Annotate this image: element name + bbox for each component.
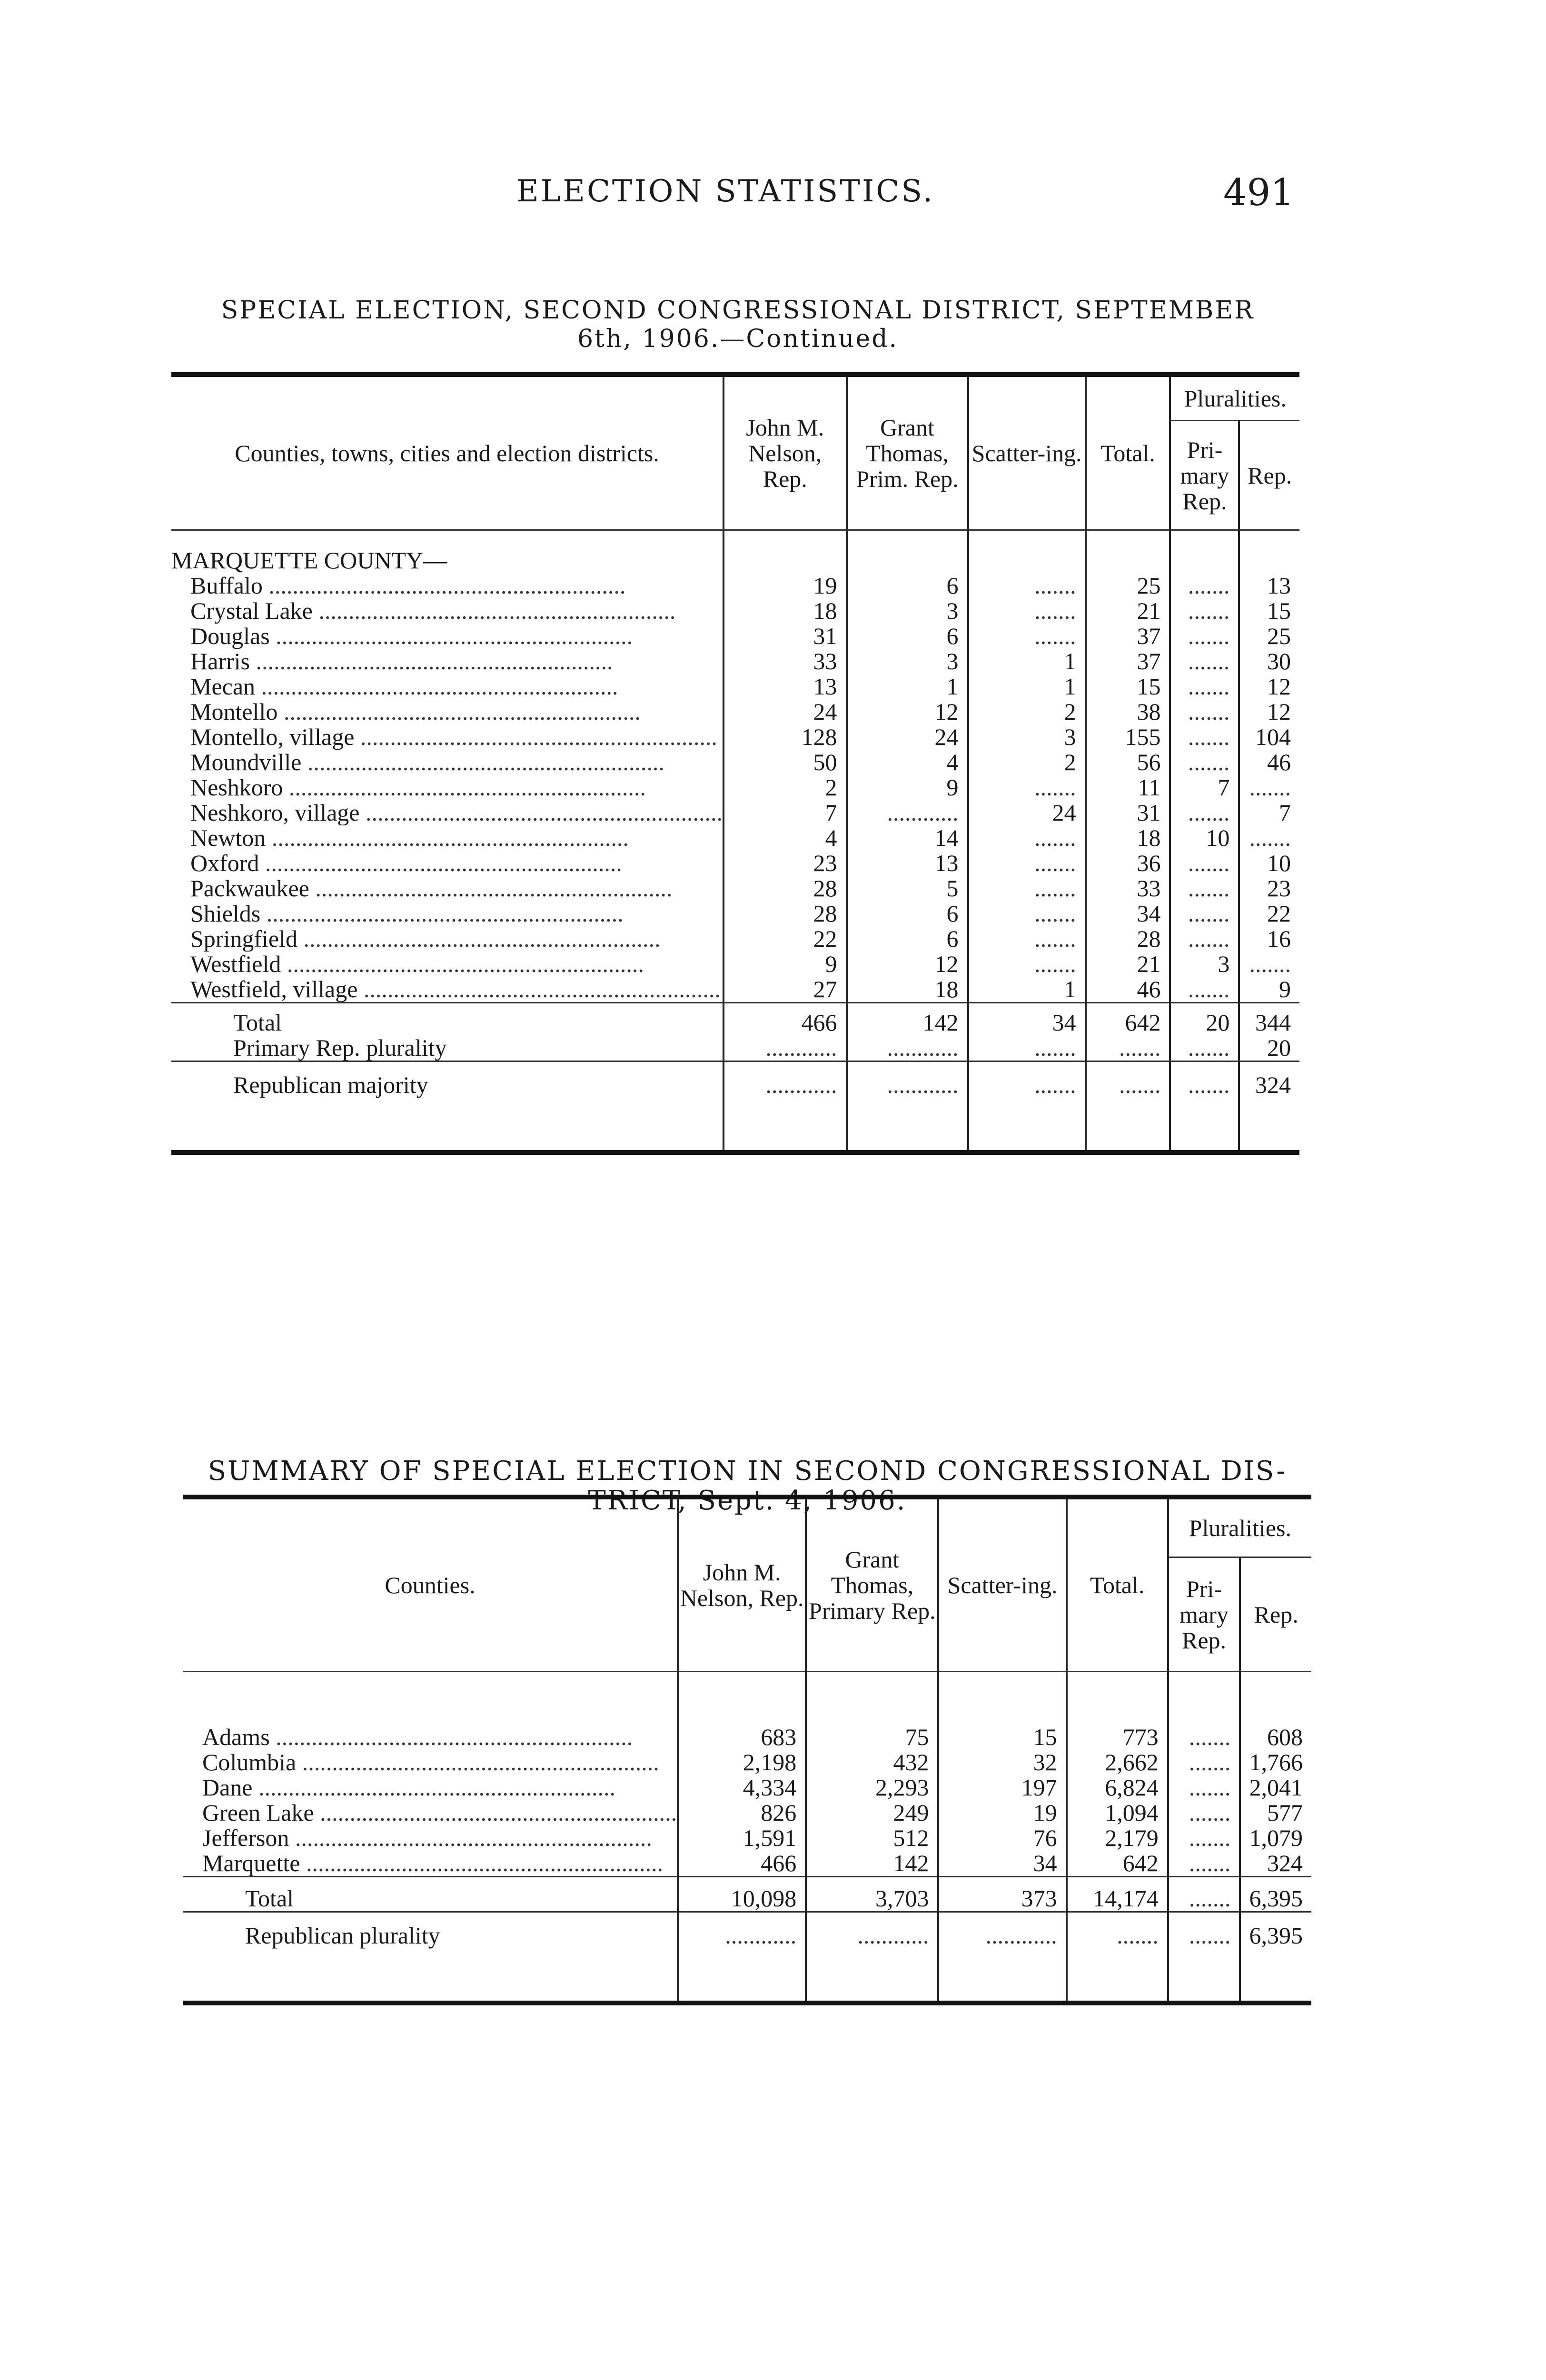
row-label: Jefferson ............................................................	[202, 1825, 652, 1851]
col-header-counties: Counties.	[183, 1497, 678, 1672]
total-votes: 11	[1086, 775, 1170, 800]
row-label: Mecan ............................................................	[190, 674, 618, 699]
nelson-votes: 28	[723, 876, 847, 901]
col-header-total: Total.	[1086, 375, 1170, 530]
col-header-thomas: Grant Thomas, Prim. Rep.	[847, 375, 968, 530]
row-label: Green Lake ............................................................	[202, 1800, 677, 1825]
table-row	[183, 1672, 1311, 1750]
table1-title-line1: SPECIAL ELECTION, SECOND CONGRESSIONAL DISTRICT, SEPTEMBER	[221, 296, 1255, 325]
scattering-votes: 2	[968, 699, 1086, 724]
rep-plurality: 10	[1239, 851, 1299, 876]
rep-plurality: 1,079	[1240, 1825, 1311, 1851]
running-head: ELECTION STATISTICS.	[516, 174, 935, 209]
rep-plurality: 608	[1240, 1672, 1311, 1750]
row-name: Crystal Lake	[190, 598, 313, 624]
nelson-votes: 4	[723, 825, 847, 851]
row-label: Springfield ............................................................	[190, 926, 661, 952]
scattering-votes: .......	[968, 825, 1086, 851]
primary-plurality: .......	[1170, 649, 1239, 674]
thomas-value: 142	[847, 1003, 968, 1036]
table-row	[183, 1775, 1311, 1800]
row-name: Packwaukee	[190, 876, 309, 901]
primary-plurality: .......	[1170, 876, 1239, 901]
total-votes: 21	[1086, 952, 1170, 977]
row-name: Neshkoro	[190, 775, 283, 800]
rep-plurality: 2,041	[1240, 1775, 1311, 1800]
table-row	[171, 573, 1299, 598]
thomas-votes: 6	[847, 573, 968, 598]
primary-plurality: .......	[1170, 851, 1239, 876]
scattering-votes: 1	[968, 674, 1086, 699]
table-row	[171, 952, 1299, 977]
row-label: Adams ............................................................	[202, 1724, 633, 1750]
thomas-votes: 18	[847, 977, 968, 1003]
thomas-votes: 6	[847, 926, 968, 952]
nelson-votes: 50	[723, 750, 847, 775]
table-row	[171, 851, 1299, 876]
nelson-value: 466	[723, 1003, 847, 1036]
primary-plurality: .......	[1168, 1825, 1240, 1851]
primary-plurality: .......	[1170, 724, 1239, 750]
nelson-votes: 1,591	[678, 1825, 806, 1851]
row-label: Neshkoro, village ............................................................	[190, 800, 723, 825]
nelson-votes: 13	[723, 674, 847, 699]
thomas-value: ............	[847, 1035, 968, 1061]
rep-value: 20	[1239, 1035, 1299, 1061]
rep-plurality: 12	[1239, 674, 1299, 699]
nelson-value: ............	[678, 1912, 806, 2003]
total-votes: 155	[1086, 724, 1170, 750]
row-name: Oxford	[190, 851, 259, 876]
thomas-votes: 2,293	[806, 1775, 938, 1800]
primary-value: 20	[1170, 1003, 1239, 1036]
row-name: Buffalo	[190, 573, 263, 598]
row-label: Westfield ............................................................	[190, 952, 644, 977]
total-value: 642	[1086, 1003, 1170, 1036]
primary-value: .......	[1168, 1912, 1240, 2003]
row-label: Crystal Lake ............................................................	[190, 598, 676, 624]
col-header-counties: Counties, towns, cities and election districts.	[171, 375, 723, 530]
rep-plurality: 324	[1240, 1851, 1311, 1877]
table-row	[183, 1851, 1311, 1877]
row-name: Westfield	[190, 952, 281, 977]
primary-value: .......	[1170, 1035, 1239, 1061]
table2-title-line2: TRICT, Sept. 4, 1906.	[588, 1485, 907, 1516]
total-votes: 37	[1086, 649, 1170, 674]
thomas-votes: 142	[806, 1851, 938, 1877]
table-row	[171, 724, 1299, 750]
thomas-votes: 9	[847, 775, 968, 800]
row-name: Springfield	[190, 926, 297, 952]
nelson-votes: 9	[723, 952, 847, 977]
row-name: Adams	[202, 1724, 270, 1750]
col-header-pluralities: Pluralities.	[1170, 375, 1299, 421]
rep-value: 6,395	[1240, 1877, 1311, 1912]
scattering-value: ............	[938, 1912, 1066, 2003]
rep-plurality: 577	[1240, 1800, 1311, 1825]
nelson-votes: 33	[723, 649, 847, 674]
scattering-votes: 1	[968, 977, 1086, 1003]
table-row	[171, 699, 1299, 724]
table-row	[171, 800, 1299, 825]
table-row	[171, 977, 1299, 1003]
row-label: Total	[171, 1003, 723, 1036]
thomas-votes: 5	[847, 876, 968, 901]
thomas-votes: 75	[806, 1672, 938, 1750]
rep-plurality: 1,766	[1240, 1750, 1311, 1775]
total-votes: 773	[1067, 1672, 1168, 1750]
primary-plurality: .......	[1170, 926, 1239, 952]
total-votes: 18	[1086, 825, 1170, 851]
scattering-value: 373	[938, 1877, 1066, 1912]
total-votes: 56	[1086, 750, 1170, 775]
col-header-thomas: Grant Thomas, Primary Rep.	[806, 1497, 938, 1672]
rep-plurality: 25	[1239, 624, 1299, 649]
row-label: Dane ............................................................	[202, 1775, 615, 1800]
primary-plurality: 3	[1170, 952, 1239, 977]
scattering-votes: .......	[968, 926, 1086, 952]
thomas-votes: 14	[847, 825, 968, 851]
row-name: Moundville	[190, 750, 302, 775]
row-name: Dane	[202, 1775, 253, 1800]
row-name: Neshkoro, village	[190, 800, 360, 825]
nelson-votes: 31	[723, 624, 847, 649]
nelson-votes: 27	[723, 977, 847, 1003]
thomas-votes: 1	[847, 674, 968, 699]
row-label: Newton ............................................................	[190, 825, 629, 851]
col-header-primary-rep: Pri-mary Rep.	[1170, 421, 1239, 530]
table2-title-line1: SUMMARY OF SPECIAL ELECTION IN SECOND CONGRESSIONAL DIS-	[208, 1456, 1287, 1487]
scattering-votes: .......	[968, 775, 1086, 800]
thomas-votes: 24	[847, 724, 968, 750]
row-name: Mecan	[190, 674, 256, 699]
table1-title-line2: 6th, 1906.—Continued.	[577, 325, 899, 353]
thomas-votes: 12	[847, 699, 968, 724]
scattering-votes: 197	[938, 1775, 1066, 1800]
scattering-votes: .......	[968, 901, 1086, 926]
thomas-votes: 12	[847, 952, 968, 977]
total-votes: 38	[1086, 699, 1170, 724]
rep-value: 6,395	[1240, 1912, 1311, 2003]
thomas-votes: 249	[806, 1800, 938, 1825]
scattering-votes: 24	[968, 800, 1086, 825]
primary-plurality: .......	[1168, 1750, 1240, 1775]
scattering-votes: 19	[938, 1800, 1066, 1825]
row-name: Montello, village	[190, 724, 355, 750]
primary-plurality-row	[171, 1035, 1299, 1061]
scattering-value: .......	[968, 1035, 1086, 1061]
col-header-scattering: Scatter-ing.	[968, 375, 1086, 530]
row-label: Buffalo ............................................................	[190, 573, 626, 598]
republican-majority-row	[171, 1061, 1299, 1153]
thomas-votes: 512	[806, 1825, 938, 1851]
rep-plurality: 46	[1239, 750, 1299, 775]
row-label: Columbia ............................................................	[202, 1750, 659, 1775]
rep-plurality: .......	[1239, 952, 1299, 977]
scattering-votes: .......	[968, 952, 1086, 977]
primary-plurality: .......	[1170, 573, 1239, 598]
nelson-votes: 2,198	[678, 1750, 806, 1775]
row-label: Neshkoro ............................................................	[190, 775, 646, 800]
row-name: Montello	[190, 699, 278, 724]
rep-plurality: 12	[1239, 699, 1299, 724]
row-label: Montello, village ............................................................	[190, 724, 717, 750]
primary-value: .......	[1170, 1061, 1239, 1153]
row-label: Douglas ............................................................	[190, 624, 633, 649]
primary-plurality: .......	[1168, 1800, 1240, 1825]
primary-plurality: .......	[1170, 977, 1239, 1003]
thomas-votes: 13	[847, 851, 968, 876]
scattering-votes: .......	[968, 876, 1086, 901]
row-label: Republican plurality	[183, 1912, 678, 2003]
nelson-votes: 683	[678, 1672, 806, 1750]
table-row	[171, 901, 1299, 926]
row-label: Marquette ............................................................	[202, 1851, 663, 1876]
total-votes: 6,824	[1067, 1775, 1168, 1800]
table-row	[171, 674, 1299, 699]
thomas-value: ............	[806, 1912, 938, 2003]
primary-plurality: .......	[1168, 1775, 1240, 1800]
row-name: Shields	[190, 901, 261, 926]
row-name: Harris	[190, 649, 250, 674]
nelson-votes: 22	[723, 926, 847, 952]
primary-plurality: .......	[1170, 800, 1239, 825]
nelson-votes: 466	[678, 1851, 806, 1877]
county-heading: MARQUETTE COUNTY—	[171, 547, 447, 573]
scattering-votes: 1	[968, 649, 1086, 674]
primary-plurality: .......	[1170, 750, 1239, 775]
row-label: Primary Rep. plurality	[233, 1035, 447, 1061]
total-votes: 36	[1086, 851, 1170, 876]
summary-table	[183, 1495, 1311, 2005]
rep-value: 324	[1239, 1061, 1299, 1153]
primary-plurality: .......	[1168, 1851, 1240, 1877]
row-name: Douglas	[190, 624, 270, 649]
nelson-votes: 19	[723, 573, 847, 598]
total-votes: 37	[1086, 624, 1170, 649]
rep-plurality: 30	[1239, 649, 1299, 674]
primary-plurality: 10	[1170, 825, 1239, 851]
total-votes: 46	[1086, 977, 1170, 1003]
rep-plurality: 7	[1239, 800, 1299, 825]
nelson-votes: 4,334	[678, 1775, 806, 1800]
thomas-votes: 3	[847, 649, 968, 674]
table-row	[183, 1800, 1311, 1825]
row-name: Newton	[190, 825, 266, 851]
row-label: Harris ............................................................	[190, 649, 613, 674]
nelson-value: 10,098	[678, 1877, 806, 1912]
rep-plurality: .......	[1239, 775, 1299, 800]
rep-plurality: 22	[1239, 901, 1299, 926]
rep-plurality: 23	[1239, 876, 1299, 901]
total-votes: 642	[1067, 1851, 1168, 1877]
scattering-votes: 34	[938, 1851, 1066, 1877]
scattering-votes: .......	[968, 573, 1086, 598]
table-row	[171, 598, 1299, 624]
total-votes: 31	[1086, 800, 1170, 825]
col-header-scattering: Scatter-ing.	[938, 1497, 1066, 1672]
page-number: 491	[1223, 171, 1294, 214]
scattering-votes: 3	[968, 724, 1086, 750]
row-name: Marquette	[202, 1851, 300, 1876]
scattering-votes: .......	[968, 624, 1086, 649]
table-row	[183, 1825, 1311, 1851]
thomas-votes: 6	[847, 901, 968, 926]
thomas-votes: 3	[847, 598, 968, 624]
col-header-rep: Rep.	[1240, 1557, 1311, 1672]
table-row	[171, 926, 1299, 952]
total-votes: 33	[1086, 876, 1170, 901]
scattering-votes: 32	[938, 1750, 1066, 1775]
scattering-votes: .......	[968, 851, 1086, 876]
row-label: Oxford ............................................................	[190, 851, 622, 876]
primary-plurality: 7	[1170, 775, 1239, 800]
col-header-nelson: John M. Nelson, Rep.	[723, 375, 847, 530]
nelson-votes: 826	[678, 1800, 806, 1825]
row-label: Montello ............................................................	[190, 699, 641, 724]
nelson-votes: 7	[723, 800, 847, 825]
thomas-value: 3,703	[806, 1877, 938, 1912]
nelson-votes: 18	[723, 598, 847, 624]
primary-plurality: .......	[1170, 901, 1239, 926]
col-header-rep: Rep.	[1239, 421, 1299, 530]
total-votes: 34	[1086, 901, 1170, 926]
rep-plurality: 15	[1239, 598, 1299, 624]
marquette-county-table	[171, 372, 1299, 1155]
total-votes: 28	[1086, 926, 1170, 952]
row-label: Packwaukee ............................................................	[190, 876, 673, 901]
total-value: .......	[1067, 1912, 1168, 2003]
row-label: Total	[183, 1877, 678, 1912]
row-label: Moundville ............................................................	[190, 750, 664, 775]
primary-plurality: .......	[1170, 598, 1239, 624]
rep-plurality: 16	[1239, 926, 1299, 952]
primary-value: .......	[1168, 1877, 1240, 1912]
row-name: Columbia	[202, 1750, 297, 1775]
nelson-votes: 24	[723, 699, 847, 724]
primary-plurality: .......	[1170, 674, 1239, 699]
total-row	[183, 1877, 1311, 1912]
table-row	[171, 649, 1299, 674]
scattering-value: 34	[968, 1003, 1086, 1036]
scattering-votes: .......	[968, 598, 1086, 624]
total-value: 14,174	[1067, 1877, 1168, 1912]
scattering-votes: 15	[938, 1672, 1066, 1750]
thomas-votes: 6	[847, 624, 968, 649]
total-votes: 2,662	[1067, 1750, 1168, 1775]
scattering-votes: 2	[968, 750, 1086, 775]
row-label: Shields ............................................................	[190, 901, 624, 926]
primary-plurality: .......	[1170, 699, 1239, 724]
table-row	[183, 1750, 1311, 1775]
col-header-total: Total.	[1067, 1497, 1168, 1672]
rep-plurality: 13	[1239, 573, 1299, 598]
rep-plurality: 9	[1239, 977, 1299, 1003]
nelson-votes: 23	[723, 851, 847, 876]
total-votes: 21	[1086, 598, 1170, 624]
nelson-value: ............	[723, 1035, 847, 1061]
rep-plurality: .......	[1239, 825, 1299, 851]
scattering-value: .......	[968, 1061, 1086, 1153]
nelson-votes: 28	[723, 901, 847, 926]
row-label: Westfield, village ............................................................	[190, 977, 721, 1002]
table-row	[171, 876, 1299, 901]
total-value: .......	[1086, 1035, 1170, 1061]
col-header-nelson: John M. Nelson, Rep.	[678, 1497, 806, 1672]
thomas-votes: 432	[806, 1750, 938, 1775]
row-name: Jefferson	[202, 1825, 289, 1851]
thomas-value: ............	[847, 1061, 968, 1153]
rep-value: 344	[1239, 1003, 1299, 1036]
nelson-value: ............	[723, 1061, 847, 1153]
thomas-votes: ............	[847, 800, 968, 825]
nelson-votes: 2	[723, 775, 847, 800]
table1-title	[167, 296, 1309, 353]
thomas-votes: 4	[847, 750, 968, 775]
table-row	[171, 775, 1299, 800]
row-name: Green Lake	[202, 1800, 314, 1825]
primary-plurality: .......	[1168, 1672, 1240, 1750]
row-label: Republican majority	[171, 1061, 723, 1153]
total-value: .......	[1086, 1061, 1170, 1153]
nelson-votes: 128	[723, 724, 847, 750]
table-row	[171, 750, 1299, 775]
col-header-pluralities: Pluralities.	[1168, 1497, 1311, 1557]
table-row	[171, 825, 1299, 851]
primary-plurality: .......	[1170, 624, 1239, 649]
rep-plurality: 104	[1239, 724, 1299, 750]
republican-plurality-row	[183, 1912, 1311, 2003]
total-votes: 15	[1086, 674, 1170, 699]
total-row	[171, 1003, 1299, 1036]
row-name: Westfield, village	[190, 977, 358, 1002]
table-row	[171, 624, 1299, 649]
total-votes: 1,094	[1067, 1800, 1168, 1825]
total-votes: 2,179	[1067, 1825, 1168, 1851]
col-header-primary-rep: Pri-mary Rep.	[1168, 1557, 1240, 1672]
total-votes: 25	[1086, 573, 1170, 598]
scattering-votes: 76	[938, 1825, 1066, 1851]
